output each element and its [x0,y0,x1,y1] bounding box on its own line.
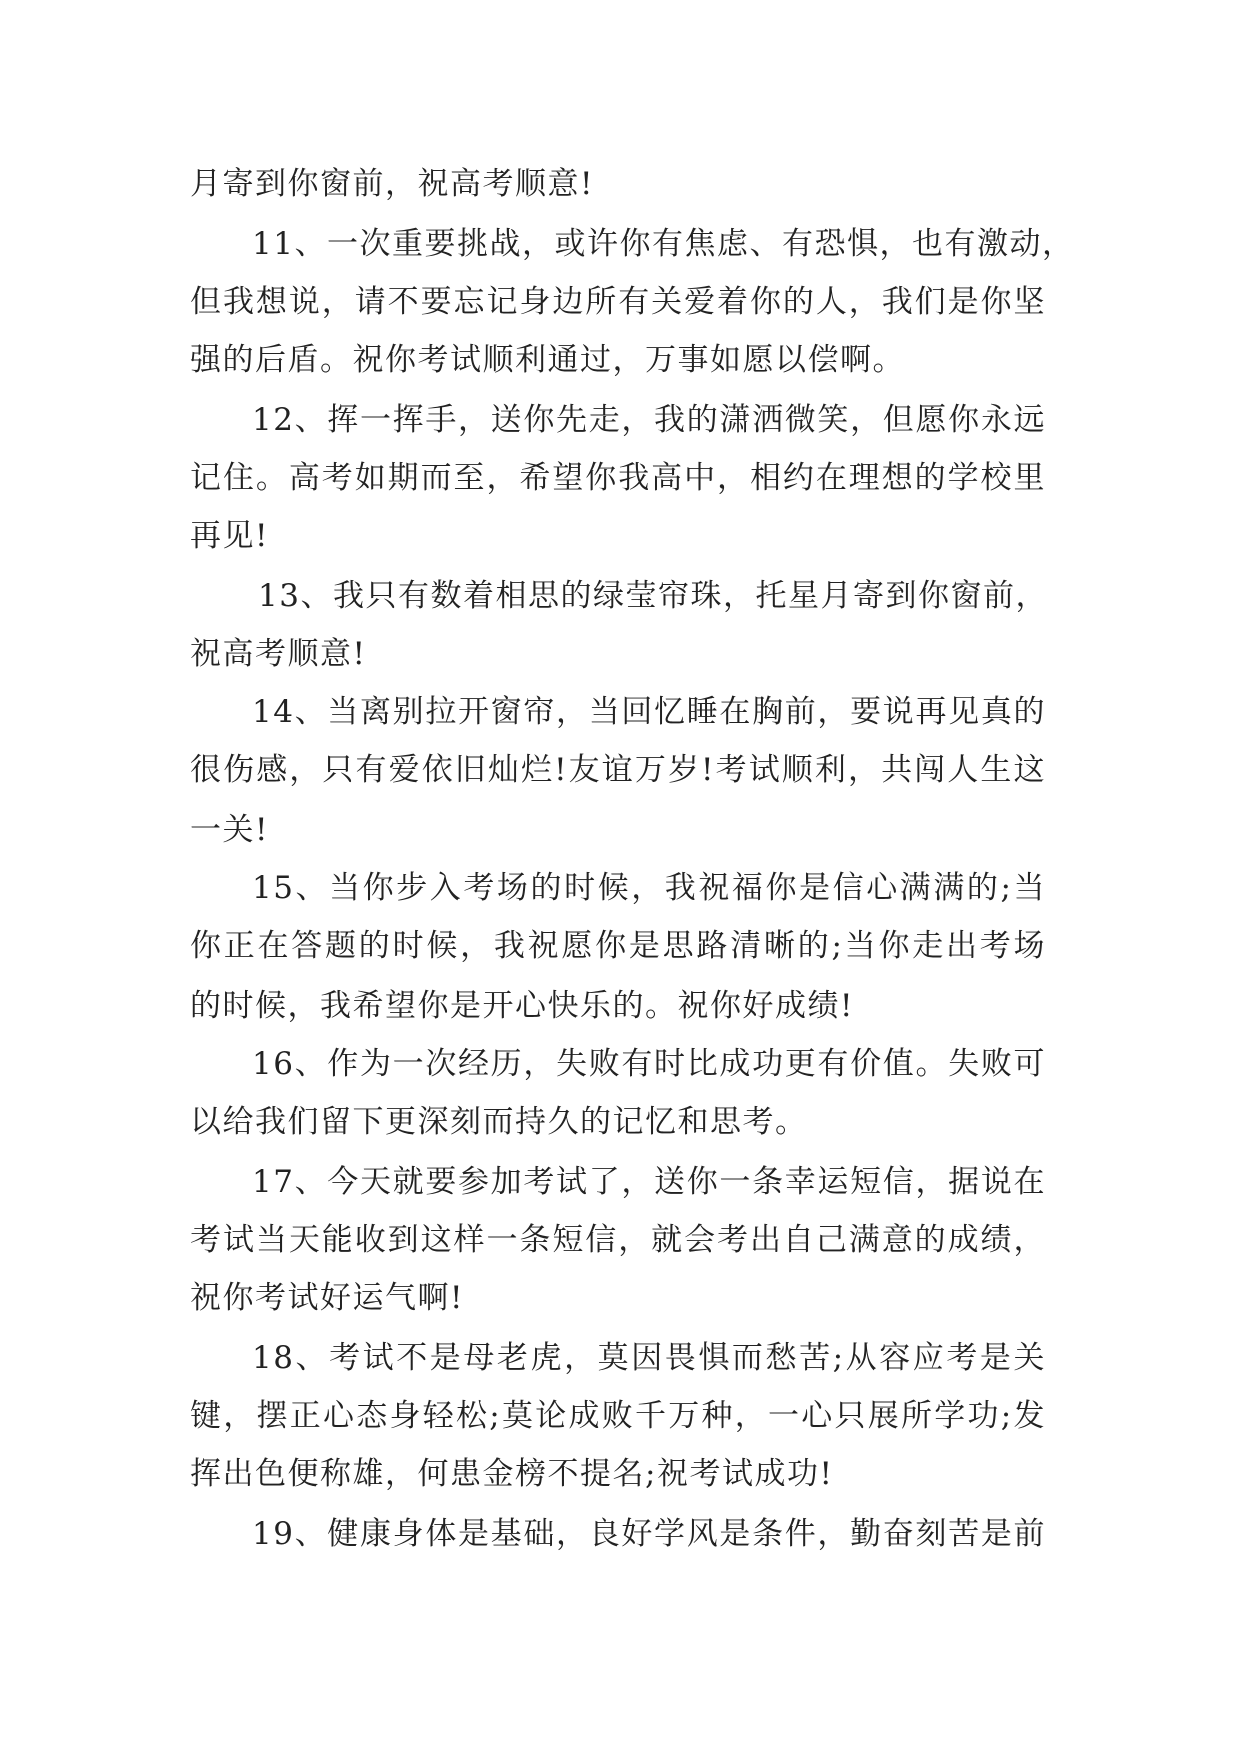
text-line: 你正在答题的时候，我祝愿你是思路清晰的;当你走出考场 [190,928,1046,964]
text-line: 很伤感，只有爱依旧灿烂!友谊万岁!考试顺利，共闯人生这 [190,752,1046,788]
text-line: 以给我们留下更深刻而持久的记忆和思考。 [190,1104,808,1140]
text-line: 17、今天就要参加考试了，送你一条幸运短信，据说在 [252,1164,1046,1200]
text-line: 18、考试不是母老虎，莫因畏惧而愁苦;从容应考是关 [252,1340,1046,1376]
text-line: 再见! [190,518,269,554]
text-line: 挥出色便称雄，何患金榜不提名;祝考试成功! [190,1456,834,1492]
text-line: 但我想说，请不要忘记身边所有关爱着你的人，我们是你坚 [190,284,1046,320]
text-line: 键，摆正心态身轻松;莫论成败千万种，一心只展所学功;发 [190,1398,1046,1434]
text-line: 考试当天能收到这样一条短信，就会考出自己满意的成绩， [190,1222,1046,1258]
text-line: 的时候，我希望你是开心快乐的。祝你好成绩! [190,988,854,1024]
text-line: 记住。高考如期而至，希望你我高中，相约在理想的学校里 [190,460,1046,496]
text-line: 一关! [190,812,269,848]
text-line: 15、当你步入考场的时候，我祝福你是信心满满的;当 [252,870,1046,906]
text-line: 14、当离别拉开窗帘，当回忆睡在胸前，要说再见真的 [252,694,1046,730]
text-line: 祝高考顺意! [190,636,367,672]
text-line: 12、挥一挥手，送你先走，我的潇洒微笑，但愿你永远 [252,402,1046,438]
text-line: 13、我只有数着相思的绿莹帘珠，托星月寄到你窗前， [258,578,1048,614]
text-line: 强的后盾。祝你考试顺利通过，万事如愿以偿啊。 [190,342,905,378]
text-line: 16、作为一次经历，失败有时比成功更有价值。失败可 [252,1046,1046,1082]
text-line: 月寄到你窗前，祝高考顺意! [190,166,594,202]
text-line: 祝你考试好运气啊! [190,1280,464,1316]
text-line: 19、健康身体是基础，良好学风是条件，勤奋刻苦是前 [252,1516,1046,1552]
text-line: 11、一次重要挑战，或许你有焦虑、有恐惧，也有激动， [252,226,1075,262]
